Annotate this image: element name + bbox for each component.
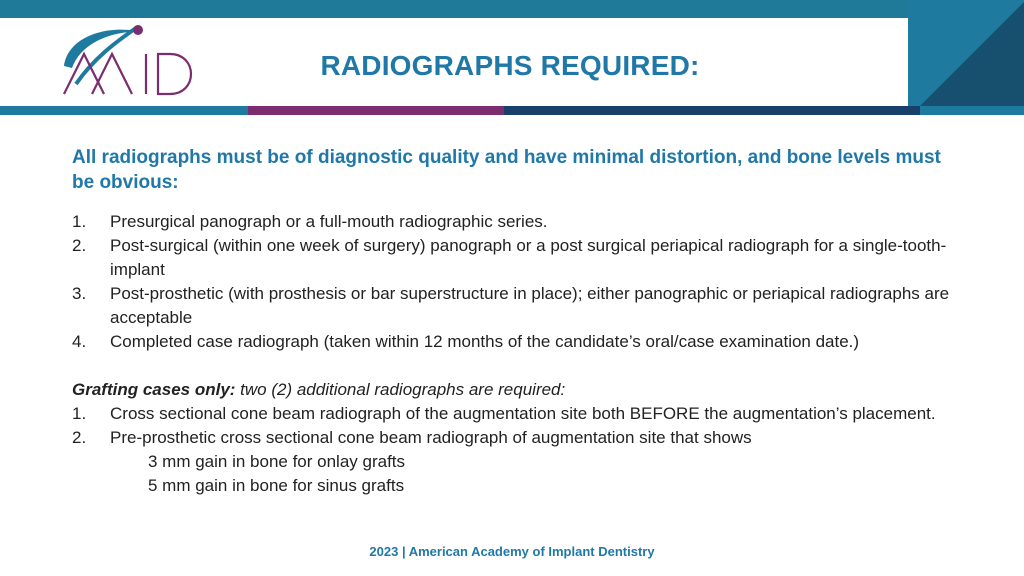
list-number: 1.: [72, 212, 87, 231]
list-item: [72, 234, 972, 282]
requirements-list: [72, 210, 972, 498]
list-text: Completed case radiograph (taken within 12 months of the candidate’s oral/case examination date.): [110, 332, 860, 351]
list-item: [72, 282, 972, 330]
list-number: 1.: [72, 404, 87, 423]
list-text: Cross sectional cone beam radiograph of the augmentation site both BEFORE the augmentation’s placement.: [110, 404, 936, 423]
top-color-band: [0, 0, 1024, 18]
footer: 2023 | American Academy of Implant Dentistry: [369, 544, 655, 559]
list-number: 2.: [72, 428, 87, 447]
sub-item: 3 mm gain in bone for onlay grafts: [148, 452, 406, 471]
sub-item: 5 mm gain in bone for sinus grafts: [148, 476, 405, 495]
stripe-plum: [248, 106, 504, 115]
spacer: [72, 354, 972, 378]
grafting-heading: [72, 378, 972, 402]
aaid-logo: [58, 24, 200, 102]
list-number: 2.: [72, 236, 87, 255]
intro-statement: All radiographs must be of diagnostic quality and have minimal distortion, and bone levels must be obvious:: [72, 147, 941, 193]
slide-title: RADIOGRAPHS REQUIRED:: [320, 50, 700, 81]
stripe-navy: [504, 106, 920, 115]
list-item: [72, 210, 972, 234]
list-text: Presurgical panograph or a full-mouth radiographic series.: [110, 212, 548, 231]
grafting-rest: two (2) additional radiographs are required:: [235, 380, 566, 399]
list-number: 3.: [72, 284, 87, 303]
stripe-teal-right: [920, 106, 1024, 115]
list-item: [72, 402, 972, 426]
list-item: [72, 426, 972, 450]
list-text: Post-surgical (within one week of surgery) panograph or a post surgical periapical radiograph for a single-tooth-implant: [110, 236, 947, 279]
list-number: 4.: [72, 332, 87, 351]
stripe-teal: [0, 106, 248, 115]
list-text: Pre-prosthetic cross sectional cone beam radiograph of augmentation site that shows: [110, 428, 752, 447]
corner-triangle-decoration: [908, 0, 1024, 108]
grafting-label: Grafting cases only:: [72, 380, 236, 399]
list-text: Post-prosthetic (with prosthesis or bar superstructure in place); either panographic or periapical radiographs are acceptable: [110, 284, 950, 327]
list-item: [72, 330, 972, 354]
